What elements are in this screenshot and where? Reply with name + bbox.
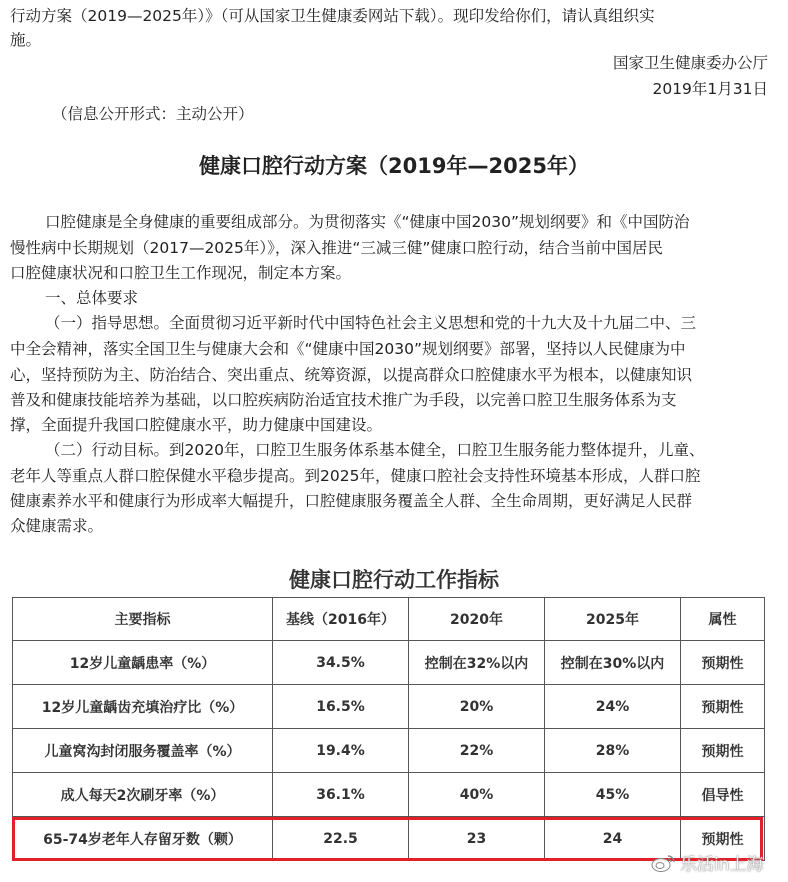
cell-2025: 控制在30%以内: [545, 641, 681, 685]
indicator-table: [12, 597, 765, 861]
weibo-icon: [650, 853, 676, 873]
goal-line-3: 健康素养水平和健康行为形成率大幅提升，口腔健康服务覆盖全人群、全生命周期，更好满足人民群: [10, 492, 693, 510]
header-2020: 2020年: [409, 598, 545, 641]
table-title: 健康口腔行动工作指标: [289, 568, 499, 592]
cell-2025: 24%: [545, 685, 681, 729]
section-heading-general: 一、总体要求: [45, 289, 139, 307]
intro-line-2: 慢性病中长期规划（2017—2025年）》，深入推进“三减三健”健康口腔行动，结合当前中国居民: [10, 239, 663, 257]
goal-line-2: 老年人等重点人群口腔保健水平稳步提高。到2025年，健康口腔社会支持性环境基本形成，人群口腔: [10, 467, 701, 485]
cell-indicator: 12岁儿童龋齿充填治疗比（%）: [13, 685, 273, 729]
intro-line-3: 口腔健康状况和口腔卫生工作现况，制定本方案。: [10, 264, 352, 282]
guide-line-5: 撑，全面提升我国口腔健康水平，助力健康中国建设。: [10, 416, 383, 434]
table-row: [13, 685, 765, 729]
table-header-row: [13, 598, 765, 641]
guide-line-4: 普及和健康技能培养为基础，以口腔疾病防治适宜技术推广为手段，以完善口腔卫生服务体系为支: [10, 391, 677, 409]
cell-indicator: 儿童窝沟封闭服务覆盖率（%）: [13, 729, 273, 773]
intro-line-1: 口腔健康是全身健康的重要组成部分。为贯彻落实《“健康中国2030”规划纲要》和《中国防治: [45, 213, 690, 231]
document-title: 健康口腔行动方案（2019年—2025年）: [199, 154, 589, 178]
cell-2020: 22%: [409, 729, 545, 773]
cell-indicator: 65-74岁老年人存留牙数（颗）: [13, 817, 273, 861]
watermark-text: 乐活in上海: [680, 855, 764, 875]
header-baseline: 基线（2016年）: [273, 598, 409, 641]
header-indicator: 主要指标: [13, 598, 273, 641]
cell-baseline: 19.4%: [273, 729, 409, 773]
cell-baseline: 36.1%: [273, 773, 409, 817]
header-attribute: 属性: [681, 598, 765, 641]
cell-2020: 20%: [409, 685, 545, 729]
cell-indicator: 成人每天2次刷牙率（%）: [13, 773, 273, 817]
cell-baseline: 16.5%: [273, 685, 409, 729]
cell-2020: 控制在32%以内: [409, 641, 545, 685]
watermark: [650, 850, 764, 875]
cell-2020: 23: [409, 817, 545, 861]
header-paragraph-line-1: 行动方案（2019—2025年）》（可从国家卫生健康委网站下载）。现印发给你们，请认真组织实: [10, 7, 655, 25]
header-paragraph-line-2: 施。: [10, 31, 42, 49]
cell-indicator: 12岁儿童龋患率（%）: [13, 641, 273, 685]
cell-2025: 24: [545, 817, 681, 861]
goal-text-1: 到2020年，口腔卫生服务体系基本健全，口腔卫生服务能力整体提升，儿童、: [169, 441, 705, 459]
goal-line-1: [45, 439, 704, 461]
issue-date: 2019年1月31日: [652, 80, 768, 98]
header-2025: 2025年: [545, 598, 681, 641]
cell-2025: 45%: [545, 773, 681, 817]
guide-text-1: 全面贯彻习近平新时代中国特色社会主义思想和党的十九大及十九届二中、三: [169, 314, 697, 332]
table-row: [13, 729, 765, 773]
cell-attribute: 预期性: [681, 817, 765, 861]
guide-line-3: 心，坚持预防为主、防治结合、突出重点、统筹资源，以提高群众口腔健康水平为根本，以健康知识: [10, 366, 693, 384]
cell-baseline: 34.5%: [273, 641, 409, 685]
cell-attribute: 预期性: [681, 685, 765, 729]
issuing-agency: 国家卫生健康委办公厅: [612, 54, 768, 72]
cell-baseline: 22.5: [273, 817, 409, 861]
cell-attribute: 预期性: [681, 641, 765, 685]
guide-label: （一）指导思想。: [45, 314, 170, 332]
table-row: [13, 773, 765, 817]
goal-line-4: 众健康需求。: [10, 517, 104, 535]
cell-2025: 28%: [545, 729, 681, 773]
goal-label: （二）行动目标。: [45, 441, 170, 459]
guide-line-2: 中全会精神，落实全国卫生与健康大会和《“健康中国2030”规划纲要》部署，坚持以人民健康为中: [10, 340, 686, 358]
cell-2020: 40%: [409, 773, 545, 817]
disclosure-note: （信息公开形式：主动公开）: [52, 105, 254, 123]
cell-attribute: 倡导性: [681, 773, 765, 817]
table-row: [13, 641, 765, 685]
cell-attribute: 预期性: [681, 729, 765, 773]
guide-line-1: [45, 312, 696, 334]
